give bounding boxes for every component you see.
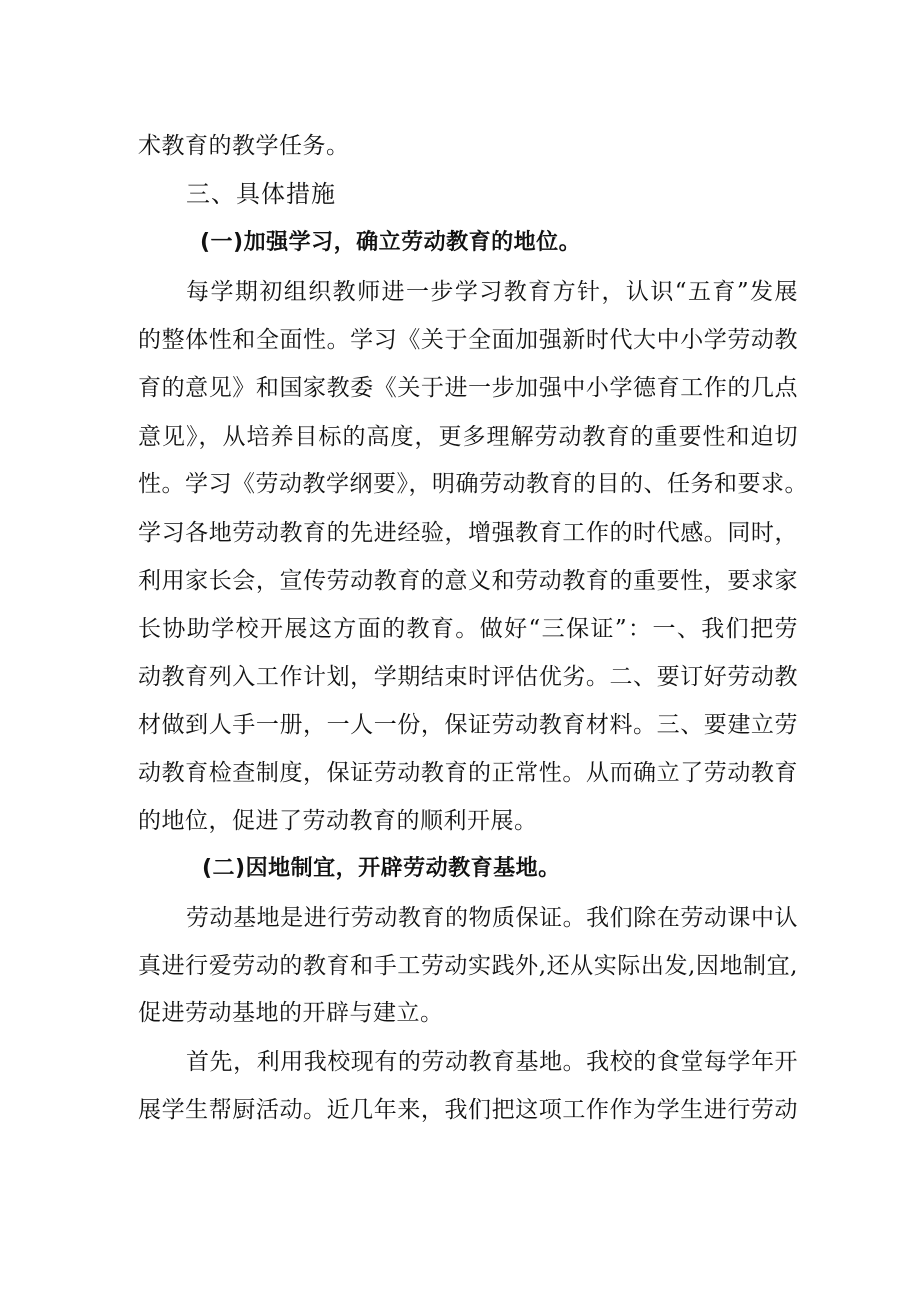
paragraph-line: 的整体性和全面性。学习《关于全面加强新时代大中小学劳动教	[138, 327, 798, 353]
paragraph-line: 真进行爱劳动的教育和手工劳动实践外,还从实际出发,因地制宜,	[138, 953, 798, 979]
section-heading: 三、具体措施	[186, 180, 336, 208]
paragraph-line: 的地位，促进了劳动教育的顺利开展。	[138, 808, 538, 834]
subsection-2-heading: (二)因地制宜，开辟劳动教育基地。	[202, 856, 561, 881]
intro-line: 术教育的教学任务。	[138, 133, 350, 159]
paragraph-line: 动教育检查制度，保证劳动教育的正常性。从而确立了劳动教育	[138, 760, 798, 786]
paragraph-line: 每学期初组织教师进一步学习教育方针，认识“五育”发展	[186, 279, 798, 305]
paragraph-line: 展学生帮厨活动。近几年来，我们把这项工作作为学生进行劳动	[138, 1097, 798, 1123]
paragraph-line: 育的意见》和国家教委《关于进一步加强中小学德育工作的几点	[138, 375, 798, 401]
paragraph-line: 性。学习《劳动教学纲要》，明确劳动教育的目的、任务和要求。	[138, 471, 808, 497]
paragraph-line: 促进劳动基地的开辟与建立。	[138, 1000, 444, 1026]
paragraph-line: 学习各地劳动教育的先进经验，增强教育工作的时代感。同时，	[138, 520, 798, 546]
paragraph-line: 首先，利用我校现有的劳动教育基地。我校的食堂每学年开	[186, 1049, 798, 1075]
paragraph-line: 利用家长会，宣传劳动教育的意义和劳动教育的重要性，要求家	[138, 568, 798, 594]
paragraph-line: 长协助学校开展这方面的教育。做好“三保证”：一、我们把劳	[138, 616, 798, 642]
paragraph-line: 意见》，从培养目标的高度，更多理解劳动教育的重要性和迫切	[138, 424, 798, 450]
subsection-1-heading: (一)加强学习，确立劳动教育的地位。	[200, 230, 582, 255]
paragraph-line: 劳动基地是进行劳动教育的物质保证。我们除在劳动课中认	[186, 905, 798, 931]
paragraph-line: 材做到人手一册，一人一份，保证劳动教育材料。三、要建立劳	[138, 712, 798, 738]
paragraph-line: 动教育列入工作计划，学期结束时评估优劣。二、要订好劳动教	[138, 664, 798, 690]
